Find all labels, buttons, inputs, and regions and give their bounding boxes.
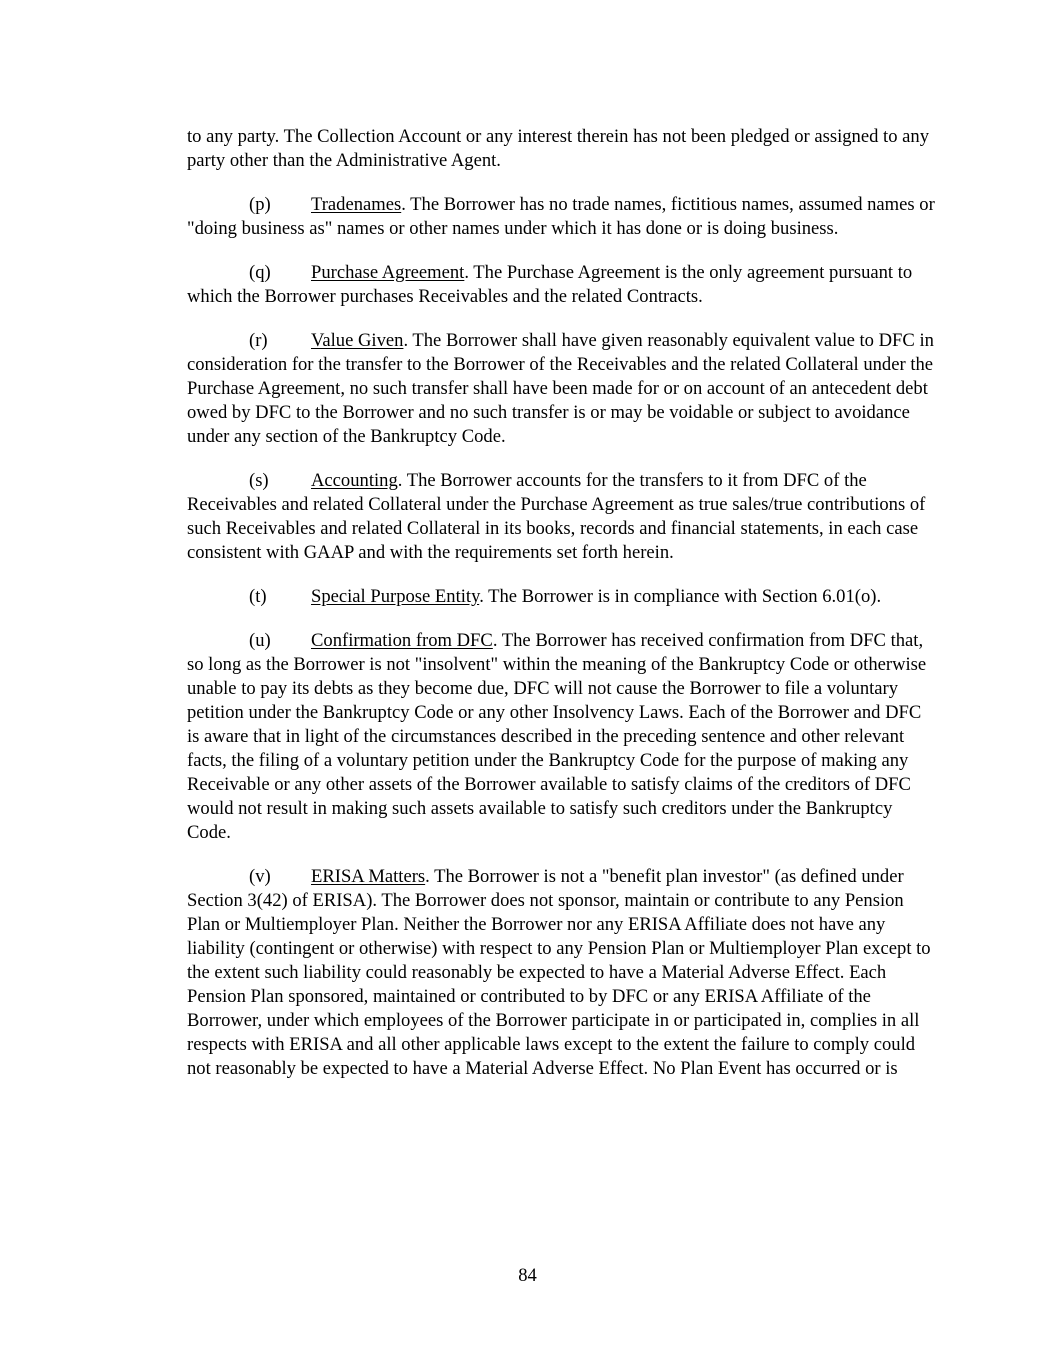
section-title: Value Given [311,330,404,351]
section-text: . The Borrower has received confirmation from DFC that, so long as the Borrower is not "insolvent" within the meaning of the Bankruptcy Code or otherwise unable to pay its debts as they become due, DFC will not cause the Borrower to file a voluntary petition under the Bankruptcy Code or any other Insolvency Laws. Each of the Borrower and DFC is aware that in light of the circumstances described in the preceding sentence and other relevant facts, the filing of a voluntary petition under the Bankruptcy Code for the purpose of making any Receivable or any other assets of the Borrower available to satisfy claims of the creditors of DFC would not result in making such assets available to satisfy such creditors under the Bankruptcy Code. [187,630,927,843]
page-number: 84 [518,1265,537,1286]
intro-paragraph: to any party. The Collection Account or any interest therein has not been pledged or assigned to any party other than the Administrative Agent. [187,126,929,171]
section-label: (r) [249,330,268,351]
section-q-paragraph [187,261,937,309]
section-s-paragraph [187,469,937,565]
section-text: . The Borrower has no trade names, fictitious names, assumed names or "doing business as" names or other names under which it has done or is doing business. [187,194,935,239]
section-text: . The Borrower accounts for the transfers to it from DFC of the Receivables and related Collateral under the Purchase Agreement as true sales/true contributions of such Receivables and related Collateral in its books, records and financial statements, in each case consistent with GAAP and with the requirements set forth herein. [187,470,926,563]
section-t-paragraph [187,585,937,609]
section-text: . The Borrower shall have given reasonably equivalent value to DFC in consideration for the transfer to the Borrower of the Receivables and the related Collateral under the Purchase Agreement, no such transfer shall have been made for or on account of an antecedent debt owed by DFC to the Borrower and no such transfer is or may be voidable or subject to avoidance under any section of the Bankruptcy Code. [187,330,934,447]
section-label: (t) [249,586,267,607]
section-label: (v) [249,866,271,887]
section-text: . The Borrower is not a "benefit plan investor" (as defined under Section 3(42) of ERISA). The Borrower does not sponsor, maintain or contribute to any Pension Plan or Multiemployer Plan. Neither the Borrower nor any ERISA Affiliate does not have any liability (contingent or otherwise) with respect to any Pension Plan or Multiemployer Plan except to the extent such liability could reasonably be expected to have a Material Adverse Effect. Each Pension Plan sponsored, maintained or contributed to by DFC or any ERISA Affiliate of the Borrower, under which employees of the Borrower participate in or participated in, complies in all respects with ERISA and all other applicable laws except to the extent the failure to comply could not reasonably be expected to have a Material Adverse Effect. No Plan Event has occurred or is [187,866,931,1079]
section-text: . The Purchase Agreement is the only agreement pursuant to which the Borrower purchases Receivables and the related Contracts. [187,262,913,307]
document-body [187,125,937,1101]
section-title: ERISA Matters [311,866,426,887]
section-label: (q) [249,262,271,283]
section-title: Tradenames [311,194,402,215]
section-label: (s) [249,470,269,491]
section-title: Confirmation from DFC [311,630,493,651]
section-v-paragraph [187,865,937,1081]
section-r-paragraph [187,329,937,449]
section-label: (u) [249,630,271,651]
section-p-paragraph [187,193,937,241]
section-title: Accounting [311,470,398,491]
section-u-paragraph [187,629,937,845]
section-title: Purchase Agreement [311,262,465,283]
section-text: . The Borrower is in compliance with Section 6.01(o). [479,586,882,607]
section-title: Special Purpose Entity [311,586,480,607]
section-label: (p) [249,194,271,215]
